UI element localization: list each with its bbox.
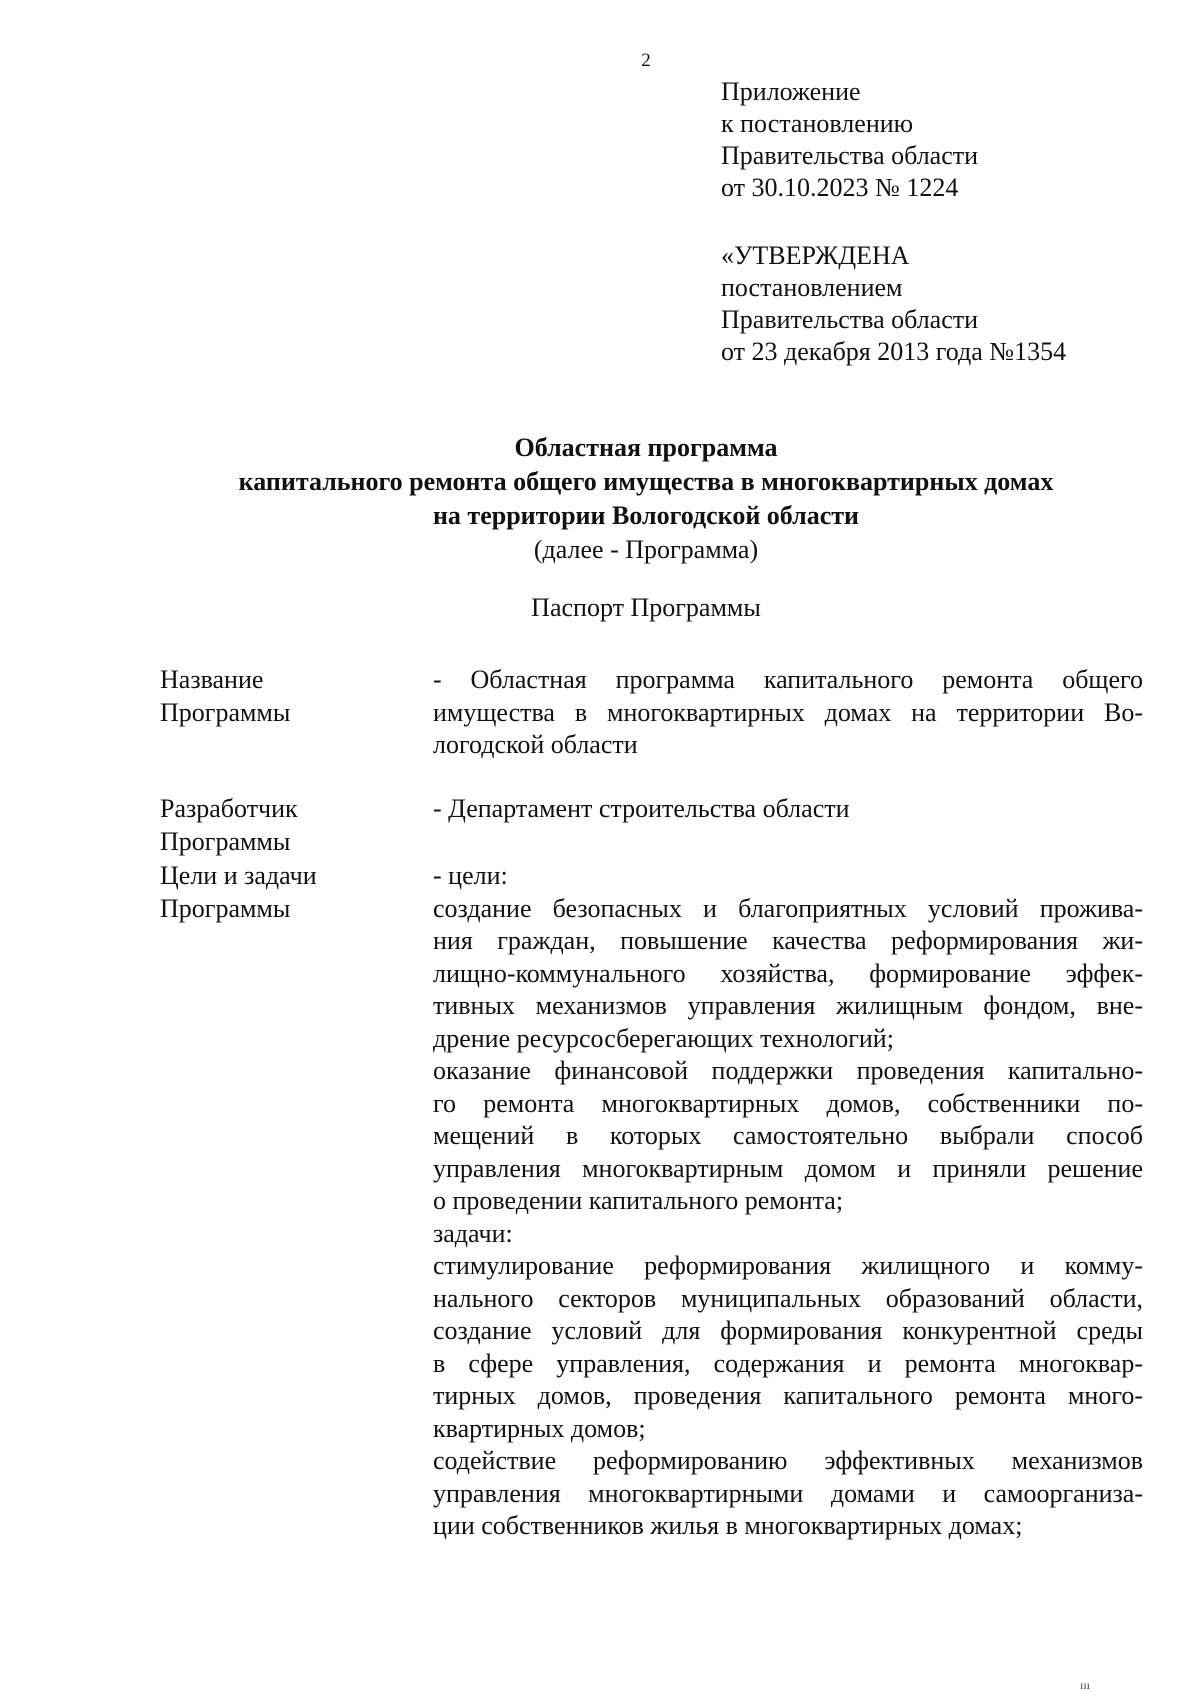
name-value-line: имущества в многоквартирных домах на территории Во- (433, 697, 1143, 727)
approval-line: «УТВЕРЖДЕНА (721, 241, 910, 270)
goals-value-line: создание условий для формирования конкурентной среды (433, 1316, 1143, 1345)
name-label (160, 664, 405, 729)
name-value (433, 664, 1143, 762)
goals-value-line: квартирных домов; (433, 1413, 646, 1443)
title-line: Областная программа (514, 433, 778, 462)
title-line: на территории Вологодской области (432, 501, 860, 530)
goals-value-line: в сфере управления, содержания и ремонта многоквар- (433, 1348, 1143, 1378)
goals-value-line: содействие реформированию эффективных механизмов (433, 1446, 1143, 1475)
scan-mark: ııı (1080, 1678, 1091, 1692)
appendix-line: от 30.10.2023 № 1224 (721, 173, 959, 202)
goals-value-line: тирных домов, проведения капитального ремонта много- (433, 1381, 1143, 1410)
goals-value-line: создание безопасных и благоприятных условий прожива- (433, 893, 1143, 923)
goals-label (160, 860, 405, 925)
appendix-line: к постановлению (721, 109, 914, 138)
goals-value-line: дрение ресурсосберегающих технологий; (433, 1023, 894, 1053)
goals-value-line: управления многоквартирным домом и приняли решение (433, 1153, 1143, 1183)
goals-value-line: оказание финансовой поддержки проведения капитально- (433, 1056, 1143, 1085)
developer-value (433, 793, 1143, 826)
goals-value-line: нального секторов муниципальных образований области, (433, 1283, 1143, 1313)
developer-value-line: - Департамент строительства области (433, 794, 850, 823)
goals-value-line: мещений в которых самостоятельно выбрали способ (433, 1121, 1143, 1150)
approval-line: от 23 декабря 2013 года №1354 (721, 337, 1067, 366)
goals-value-line: управления многоквартирными домами и самоорганиза- (433, 1478, 1143, 1508)
name-value-line: - Областная программа капитального ремонта общего (433, 665, 1143, 694)
page-number: 2 (641, 50, 651, 71)
name-value-line: логодской области (433, 730, 638, 759)
goals-value (433, 860, 1143, 1543)
appendix-line: Правительства области (721, 141, 979, 170)
appendix-header (721, 76, 978, 204)
goals-value-line: го ремонта многоквартирных домов, собственники по- (433, 1088, 1143, 1118)
name-label-line: Программы (160, 697, 291, 727)
title-line: капитального ремонта общего имущества в многоквартирных домах (238, 467, 1054, 496)
goals-value-line: ния граждан, повышение качества реформирования жи- (433, 926, 1143, 955)
title-subline: (далее - Программа) (533, 535, 759, 564)
goals-value-line: - цели: (433, 861, 508, 890)
name-label-line: Название (160, 665, 264, 694)
developer-label (160, 793, 405, 858)
passport-heading: Паспорт Программы (531, 593, 761, 622)
appendix-line: Приложение (721, 77, 861, 106)
developer-label-line: Программы (160, 826, 291, 856)
goals-value-line: тивных механизмов управления жилищным фондом, вне- (433, 991, 1143, 1020)
goals-label-line: Программы (160, 893, 291, 923)
approval-line: постановлением (721, 273, 903, 302)
goals-value-line: о проведении капитального ремонта; (433, 1186, 844, 1215)
goals-value-line: ции собственников жилья в многоквартирных домах; (433, 1511, 1023, 1540)
goals-label-line: Цели и задачи (160, 861, 317, 890)
goals-value-line: стимулирование реформирования жилищного и комму- (433, 1251, 1143, 1280)
document-title (0, 431, 1200, 567)
goals-value-line: задачи: (433, 1218, 513, 1248)
developer-label-line: Разработчик (160, 794, 298, 823)
approval-stamp (721, 240, 1066, 368)
goals-value-line: лищно-коммунального хозяйства, формирование эффек- (433, 958, 1143, 988)
approval-line: Правительства области (721, 305, 979, 334)
